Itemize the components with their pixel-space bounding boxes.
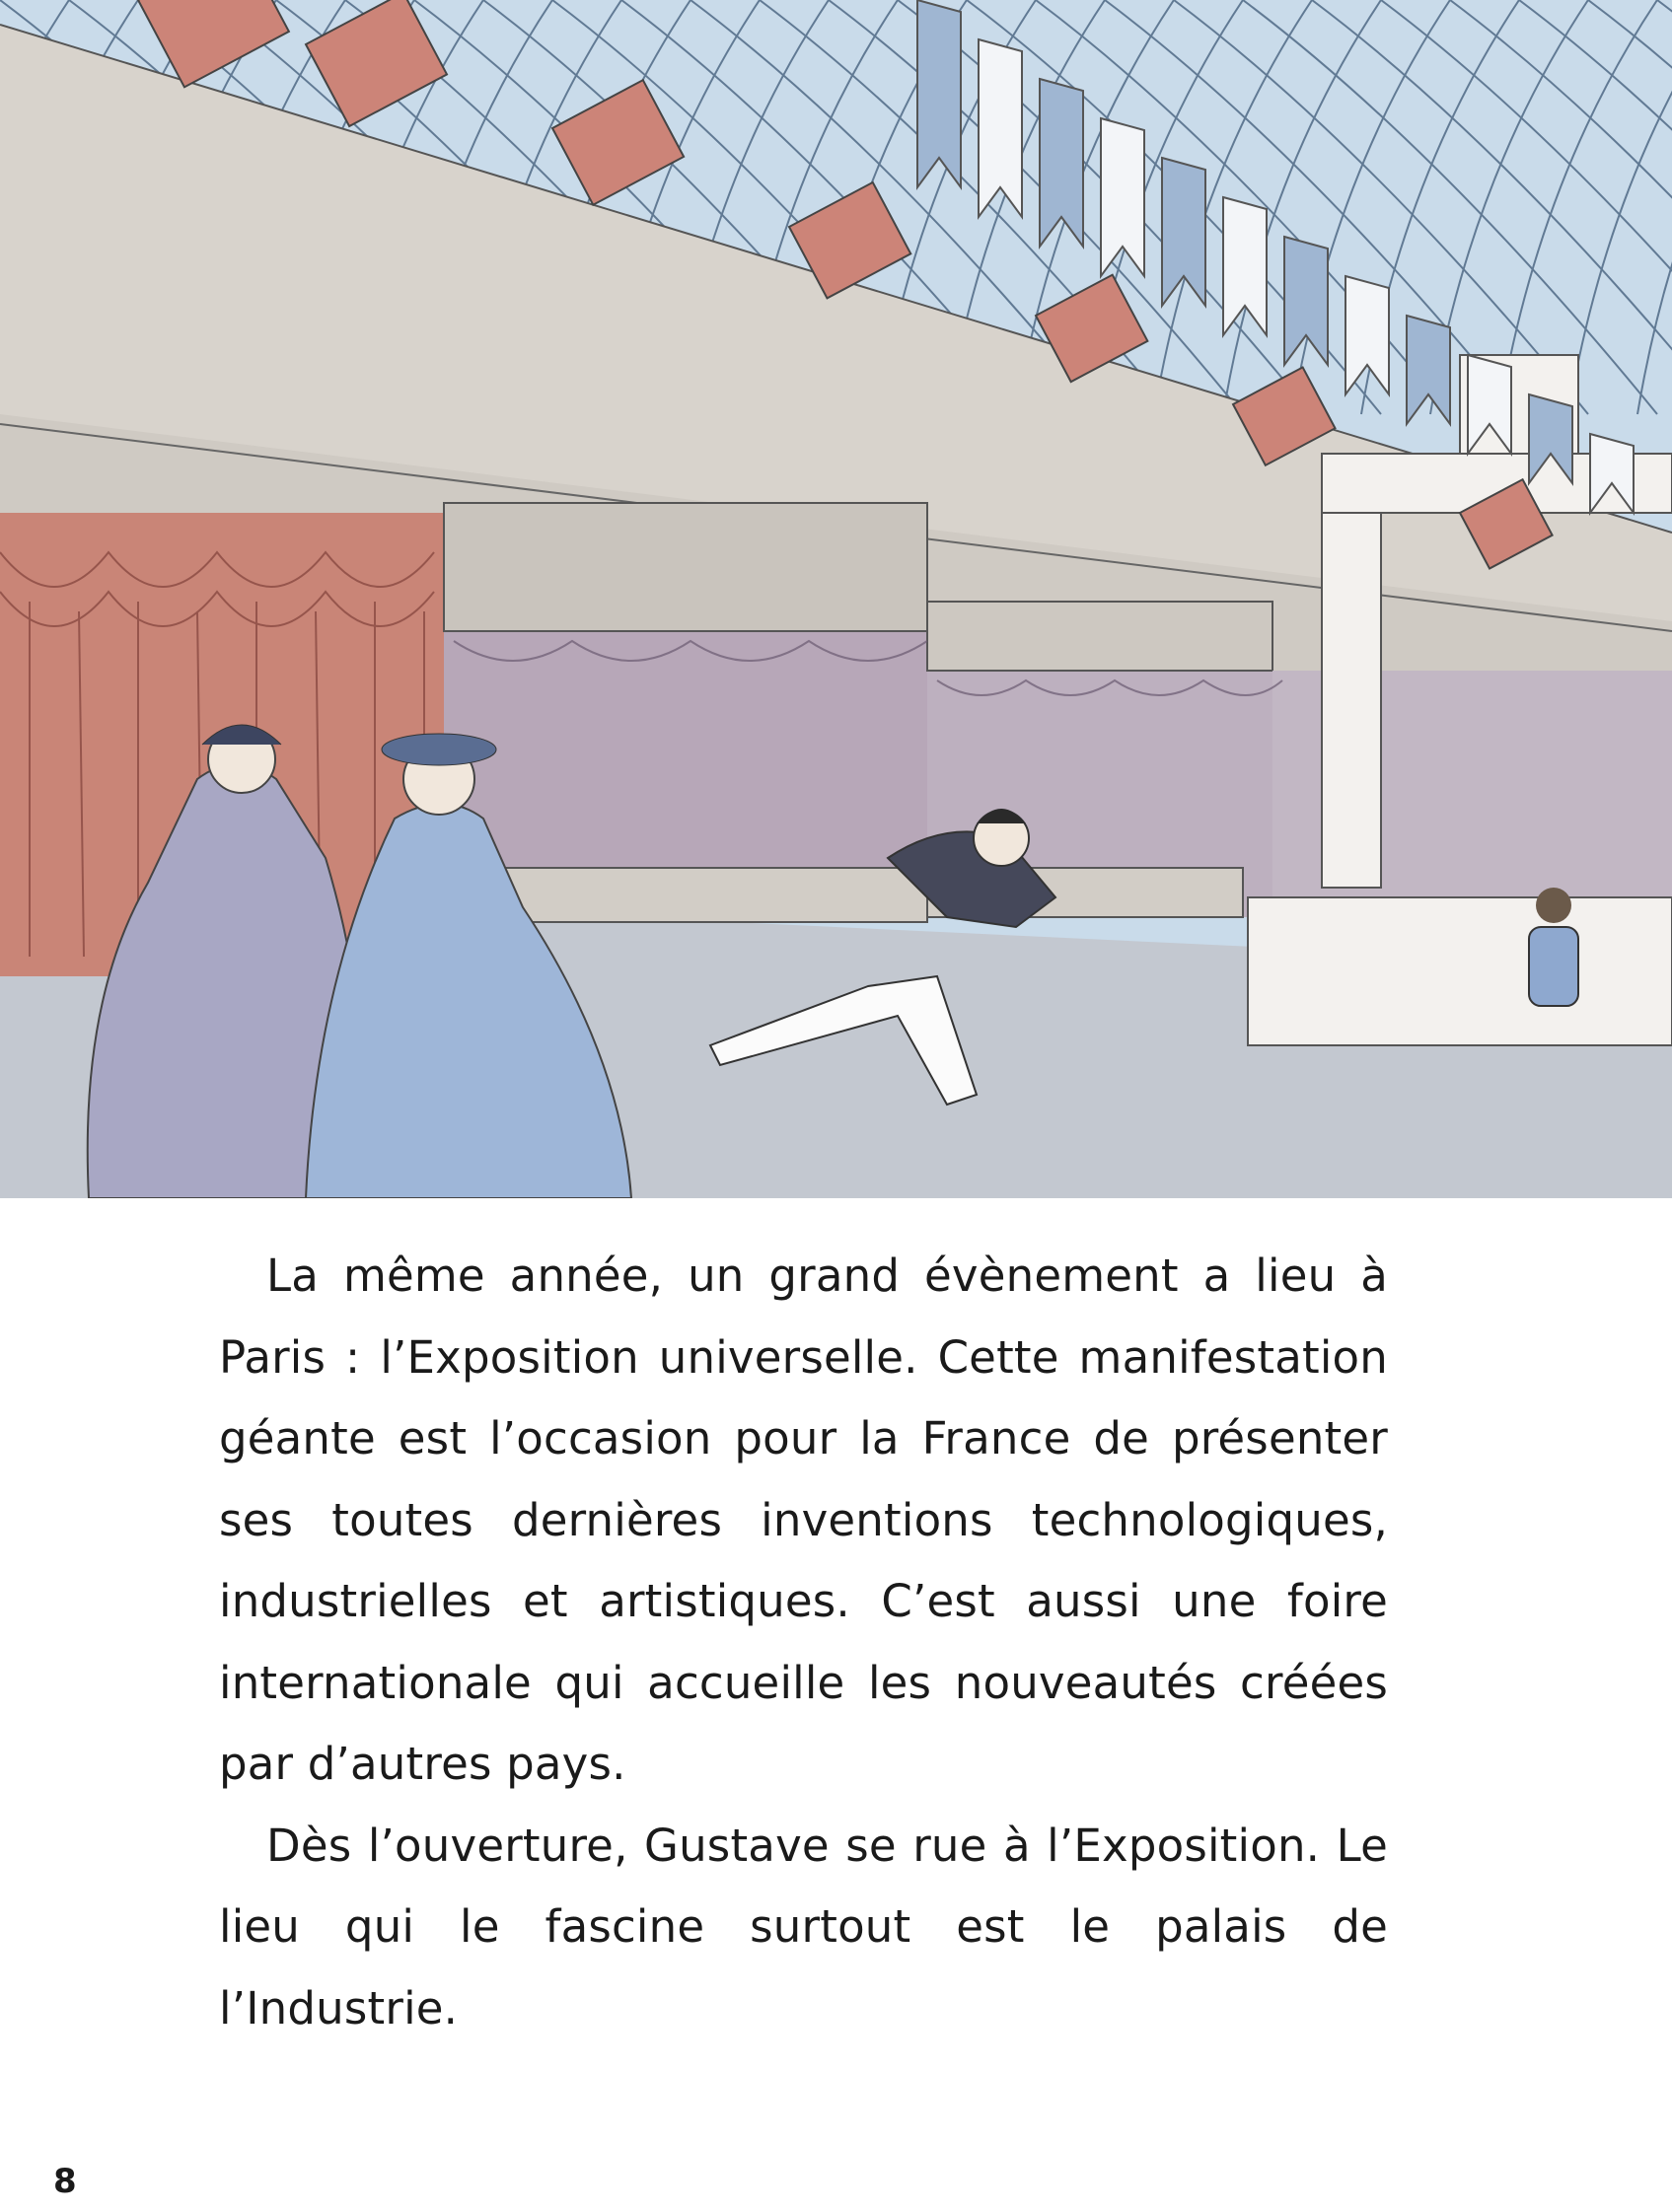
- body-text: [219, 1236, 1388, 2049]
- pennant: [917, 0, 961, 187]
- page-number: 8: [53, 2162, 77, 2201]
- child: [1529, 888, 1578, 1006]
- paragraph-exposition: La même année, un grand évènement a lieu à Paris : l’Exposition universelle. Cette manifestation géante est l’occasion pour la France de présenter ses toutes dernières inventions technologiques, industrielles et artistiques. C’est aussi une foire internationale qui accueille les nouveautés créées par d’autres pays.: [219, 1249, 1388, 1790]
- paragraph-gustave: Dès l’ouverture, Gustave se rue à l’Exposition. Le lieu qui le fascine surtout est le palais de l’Industrie.: [219, 1819, 1388, 2034]
